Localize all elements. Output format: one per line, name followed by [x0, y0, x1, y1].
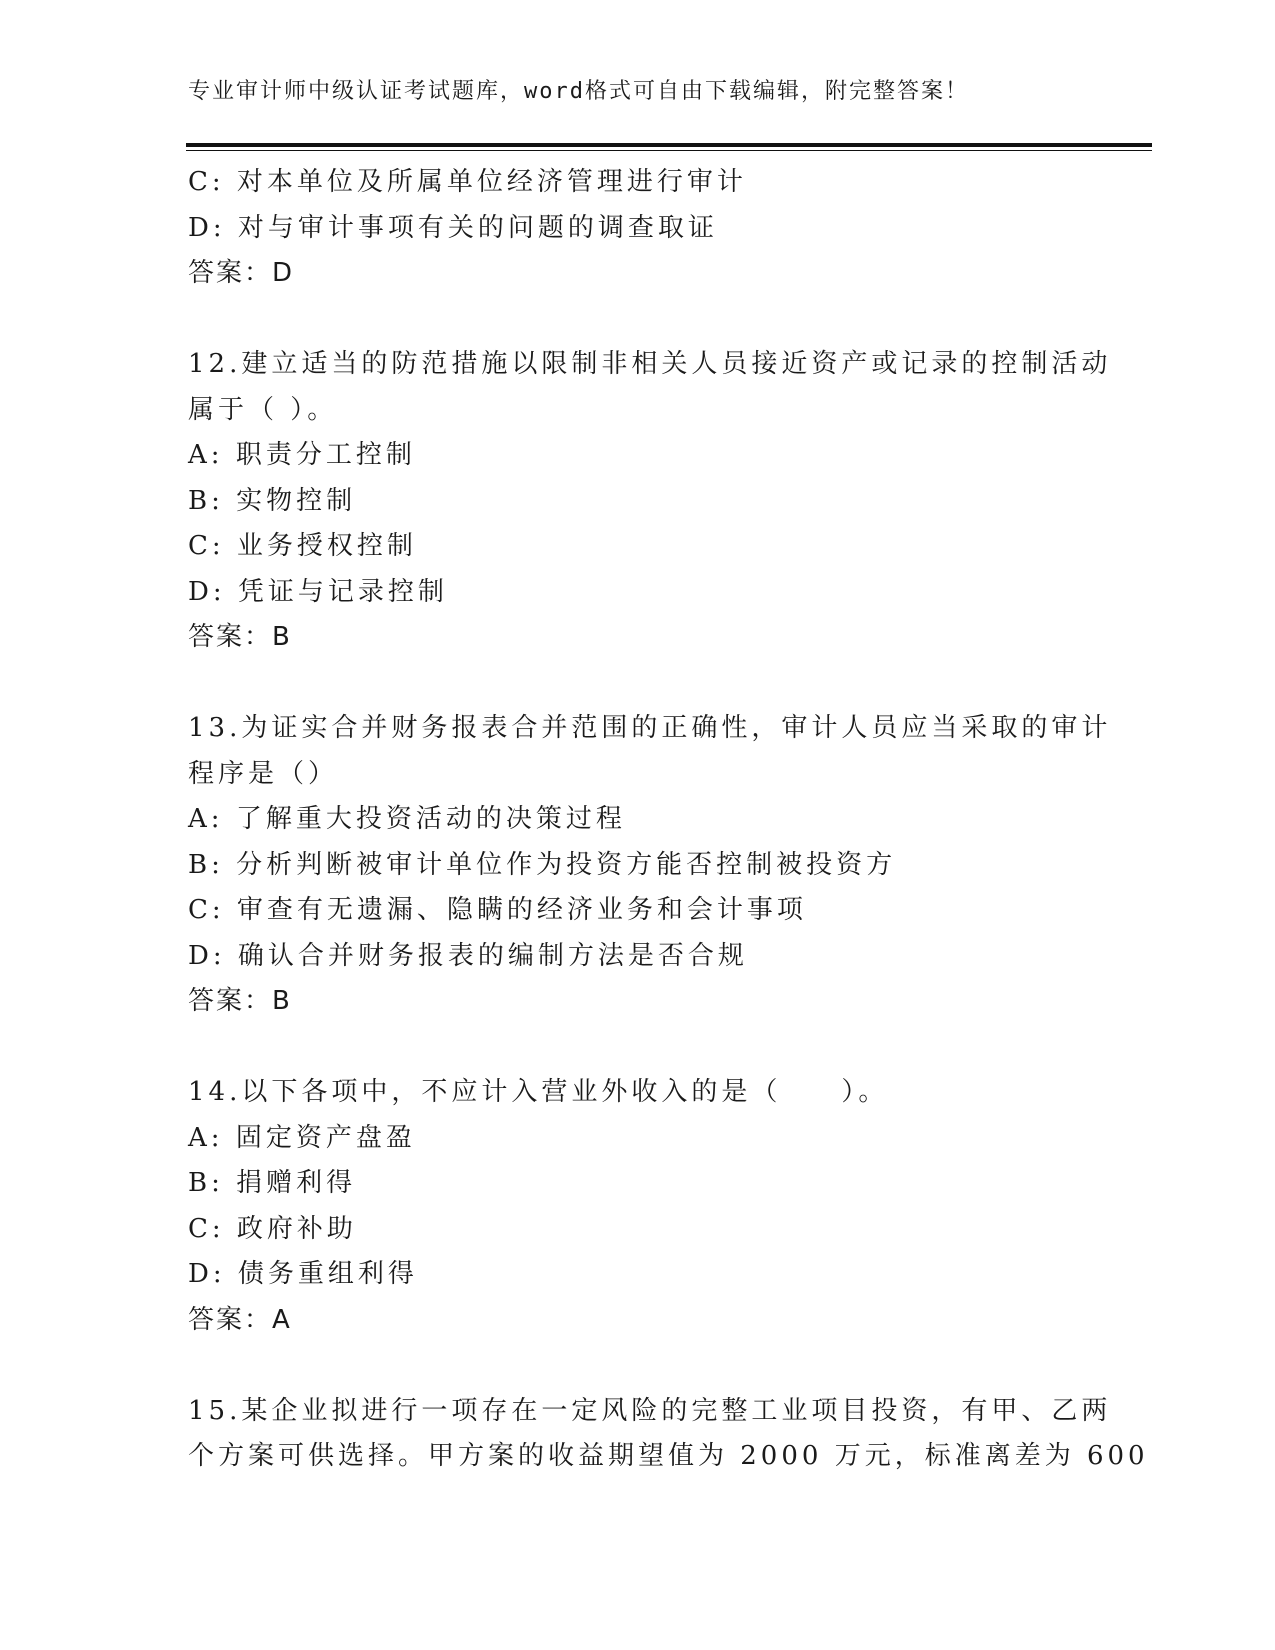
page-header: 专业审计师中级认证考试题库，word格式可自由下载编辑，附完整答案！: [188, 79, 969, 104]
q11-option-c: C: 对本单位及所属单位经济管理进行审计: [188, 167, 747, 197]
q11-option-d: D: 对与审计事项有关的问题的调查取证: [188, 212, 718, 243]
q14-option-d: D: 债务重组利得: [188, 1259, 418, 1289]
spacer: [188, 661, 1088, 707]
q12-option-c: C: 业务授权控制: [188, 531, 417, 561]
q15-stem-line2: 个方案可供选择。甲方案的收益期望值为 2000 万元，标准离差为 600: [188, 1441, 1149, 1471]
q13-stem-line1: 13.为证实合并财务报表合并范围的正确性，审计人员应当采取的审计: [188, 713, 1112, 743]
q14-option-c: C: 政府补助: [188, 1213, 357, 1244]
q12-option-b: B: 实物控制: [188, 485, 357, 516]
spacer: [188, 1025, 1088, 1071]
q13-answer: 答案：B: [188, 986, 292, 1016]
q13-option-c: C: 审查有无遗漏、隐瞒的经济业务和会计事项: [188, 895, 807, 925]
q13-option-b: B: 分析判断被审计单位作为投资方能否控制被投资方: [188, 849, 897, 880]
q15-stem-line1: 15.某企业拟进行一项存在一定风险的完整工业项目投资，有甲、乙两: [188, 1395, 1112, 1426]
spacer: [188, 1343, 1088, 1389]
q12-option-a: A: 职责分工控制: [188, 440, 416, 470]
q11-answer: 答案：D: [188, 258, 295, 288]
header-rule-thick: [186, 143, 1152, 147]
q12-option-d: D: 凭证与记录控制: [188, 576, 448, 607]
q12-stem-line2: 属于（ ）。: [188, 394, 338, 425]
q13-option-a: A: 了解重大投资活动的决策过程: [188, 804, 626, 834]
q14-option-b: B: 捐赠利得: [188, 1168, 357, 1198]
q14-stem-line1: 14.以下各项中，不应计入营业外收入的是（ ）。: [188, 1077, 889, 1107]
q14-option-a: A: 固定资产盘盈: [188, 1122, 416, 1153]
q14-answer: 答案：A: [188, 1304, 292, 1335]
spacer: [188, 297, 1088, 343]
q13-option-d: D: 确认合并财务报表的编制方法是否合规: [188, 940, 748, 971]
header-rule-thin: [186, 150, 1152, 151]
q13-stem-line2: 程序是（）: [188, 758, 339, 789]
q12-answer: 答案：B: [188, 622, 292, 652]
q12-stem-line1: 12.建立适当的防范措施以限制非相关人员接近资产或记录的控制活动: [188, 349, 1112, 379]
document-body: [188, 160, 1149, 1480]
